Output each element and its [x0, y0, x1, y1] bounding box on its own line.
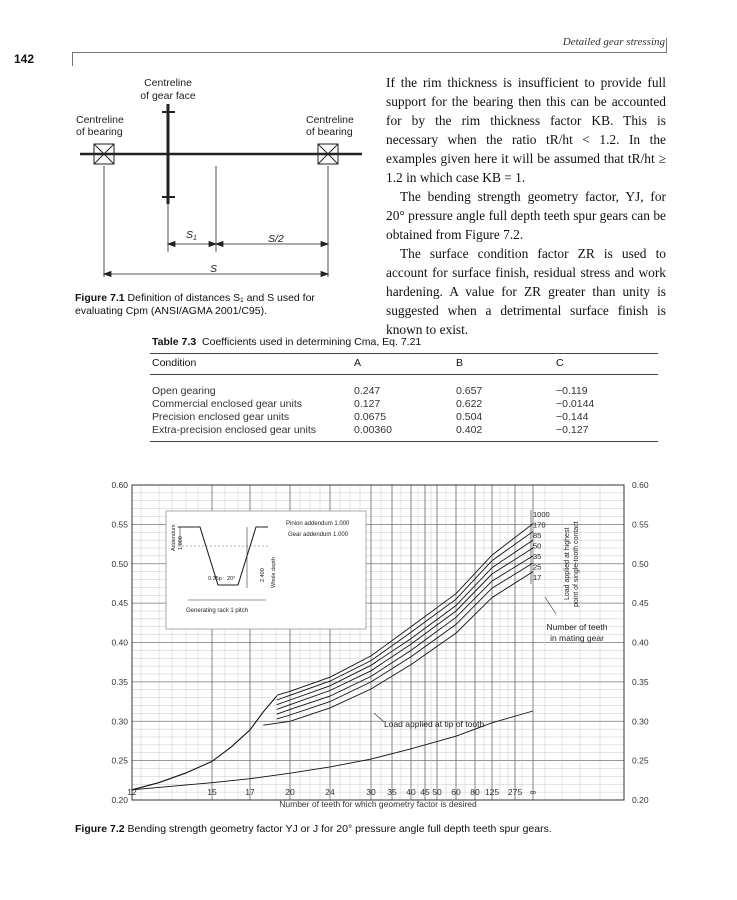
label-s-half: S/2	[268, 233, 284, 245]
label-bearing-right-2: of bearing	[306, 126, 353, 138]
y-tick-label: 0.20	[111, 795, 128, 805]
x-tick-label: 15	[207, 787, 217, 797]
y-tick-label-right: 0.25	[632, 755, 649, 766]
y-tick-label-right: 0.30	[632, 716, 649, 727]
header-rule	[72, 52, 667, 53]
dimension-s1	[168, 242, 216, 247]
legend-teeth-label: 50	[533, 541, 542, 551]
x-tick-label: 17	[245, 787, 255, 797]
paragraph: If the rim thickness is insufficient to provide full support for the bearing then this can be accounted for by the rim thickness factor KB. This is necessary when the ratio tR/ht < 1.2. In the examples given here it will be assumed that tR/ht ≥ 1.2 in which case KB = 1.	[386, 75, 666, 185]
page-number: 142	[14, 52, 35, 66]
inset-addendum-label: Addendum	[171, 524, 177, 551]
x-tick-label: 40	[406, 787, 416, 797]
x-tick-label: 125	[484, 787, 500, 797]
table-row: Extra-precision enclosed gear units 0.00360 0.402 −0.127	[150, 424, 658, 442]
y-tick-label-right: 0.20	[632, 795, 649, 805]
x-tick-label: 12	[127, 787, 137, 797]
figure-7-1-caption	[75, 292, 360, 318]
figure-7-1-text: Definition of distances S₁ and S used for evaluating Cpm (ANSI/AGMA 2001/C95).	[75, 292, 315, 317]
inset-whole-depth-label: Whole depth	[271, 557, 277, 588]
y-tick-label-right: 0.45	[632, 598, 649, 609]
inset-angle: 20°	[227, 576, 236, 582]
y-tick-label: 0.50	[111, 558, 128, 569]
y-tick-label-right: 0.55	[632, 519, 649, 530]
label-gear-face-2: of gear face	[140, 90, 196, 102]
figure-7-1-label: Figure 7.1	[75, 292, 125, 304]
inset-addendum-val: 1.000	[178, 536, 184, 550]
x-tick-label: 24	[325, 787, 335, 797]
header-condition: Condition	[150, 354, 352, 375]
label-bearing-left-2: of bearing	[76, 126, 123, 138]
label-bearing-left-1: Centreline	[76, 114, 124, 126]
table-row: Precision enclosed gear units 0.0675 0.504 −0.144	[152, 411, 589, 423]
inset-pinion: Pinion addendum 1.000	[286, 521, 350, 527]
label-gear-face-1: Centreline	[144, 77, 192, 89]
mating-gear-legend	[531, 510, 550, 584]
y-tick-label: 0.40	[111, 637, 128, 648]
x-tick-label: 80	[470, 787, 480, 797]
legend-teeth-label: 35	[533, 552, 542, 561]
table-label: Table 7.3	[152, 336, 197, 348]
legend-teeth-label: 170	[533, 520, 546, 530]
x-tick-label: 35	[387, 787, 397, 797]
x-tick-label: 50	[432, 787, 442, 797]
label-s: S	[210, 263, 218, 275]
label-s1: S1	[186, 229, 197, 242]
paragraph: The surface condition factor ZR is used to account for surface finish, residual stress and work hardening. A value for ZR greater than unity is suggested when a detrimental surface finish is known to exist.	[386, 246, 666, 337]
y-tick-label: 0.55	[111, 519, 128, 530]
x-axis-label: Number of teeth for which geometry factor is desired	[279, 799, 477, 809]
inset-radius: 0.35p	[208, 576, 222, 582]
running-title: Detailed gear stressing	[562, 36, 665, 48]
series-line-envelope	[132, 696, 277, 790]
x-tick-label: 20	[285, 787, 295, 797]
y-tick-label: 0.45	[111, 598, 128, 609]
y-tick-label: 0.25	[111, 755, 128, 766]
table-row: Open gearing 0.247 0.657 −0.119	[152, 385, 588, 397]
header-tick	[666, 38, 667, 52]
table-header-row	[150, 354, 658, 375]
x-tick-label: 45	[420, 787, 430, 797]
paragraph: The bending strength geometry factor, YJ, for 20° pressure angle full depth teeth spur gears can be obtained from Figure 7.2.	[386, 189, 666, 242]
legend-teeth-label: 17	[533, 573, 542, 582]
y-tick-label-right: 0.40	[632, 637, 649, 648]
label-bearing-right-1: Centreline	[306, 114, 354, 126]
x-tick-label: 60	[451, 787, 461, 797]
mating-label-2: in mating gear	[550, 633, 604, 643]
y-tick-label-right: 0.35	[632, 676, 649, 687]
table-title-text: Coefficients used in determining Cma, Eq. 7.21	[202, 336, 422, 348]
body-text	[386, 73, 666, 339]
table-row: Commercial enclosed gear units 0.127 0.622 −0.0144	[152, 398, 595, 410]
rack-inset	[166, 511, 366, 629]
header-c: C	[554, 354, 658, 375]
x-tick-label: 30	[366, 787, 376, 797]
figure-7-2-label: Figure 7.2	[75, 823, 125, 835]
header-a: A	[352, 354, 454, 375]
y-tick-label: 0.35	[111, 676, 128, 687]
legend-teeth-label: 25	[533, 562, 542, 572]
inset-rack: Generating rack 1 pitch	[186, 608, 249, 614]
inset-whole-depth-val: 2.400	[260, 568, 266, 582]
legend-teeth-label: 85	[533, 531, 542, 540]
tip-label: Load applied at tip of tooth	[384, 719, 485, 729]
figure-7-1-diagram	[72, 72, 372, 287]
figure-7-2-caption	[75, 823, 552, 835]
legend-teeth-label: 1000	[533, 510, 550, 519]
table-7-3-title	[152, 336, 421, 348]
figure-7-2-text: Bending strength geometry factor YJ or J for 20° pressure angle full depth teeth spur gears.	[127, 823, 552, 835]
coefficient-table	[150, 353, 658, 442]
x-tick-label: 275	[507, 787, 523, 797]
inset-gear: Gear addendum 1.000	[288, 532, 349, 538]
y-tick-label: 0.30	[111, 716, 128, 727]
highest-point-label-2: point of single-tooth contact	[573, 521, 580, 607]
geometry-factor-chart	[0, 470, 737, 815]
x-tick-label: ∞	[529, 787, 537, 797]
header-b: B	[454, 354, 554, 375]
y-tick-label: 0.60	[111, 480, 128, 490]
highest-point-label-1: Load applied at highest	[564, 527, 571, 600]
header-tick	[72, 52, 73, 66]
y-tick-label-right: 0.60	[632, 480, 649, 490]
y-tick-label-right: 0.50	[632, 558, 649, 569]
mating-label-1: Number of teeth	[546, 622, 608, 632]
